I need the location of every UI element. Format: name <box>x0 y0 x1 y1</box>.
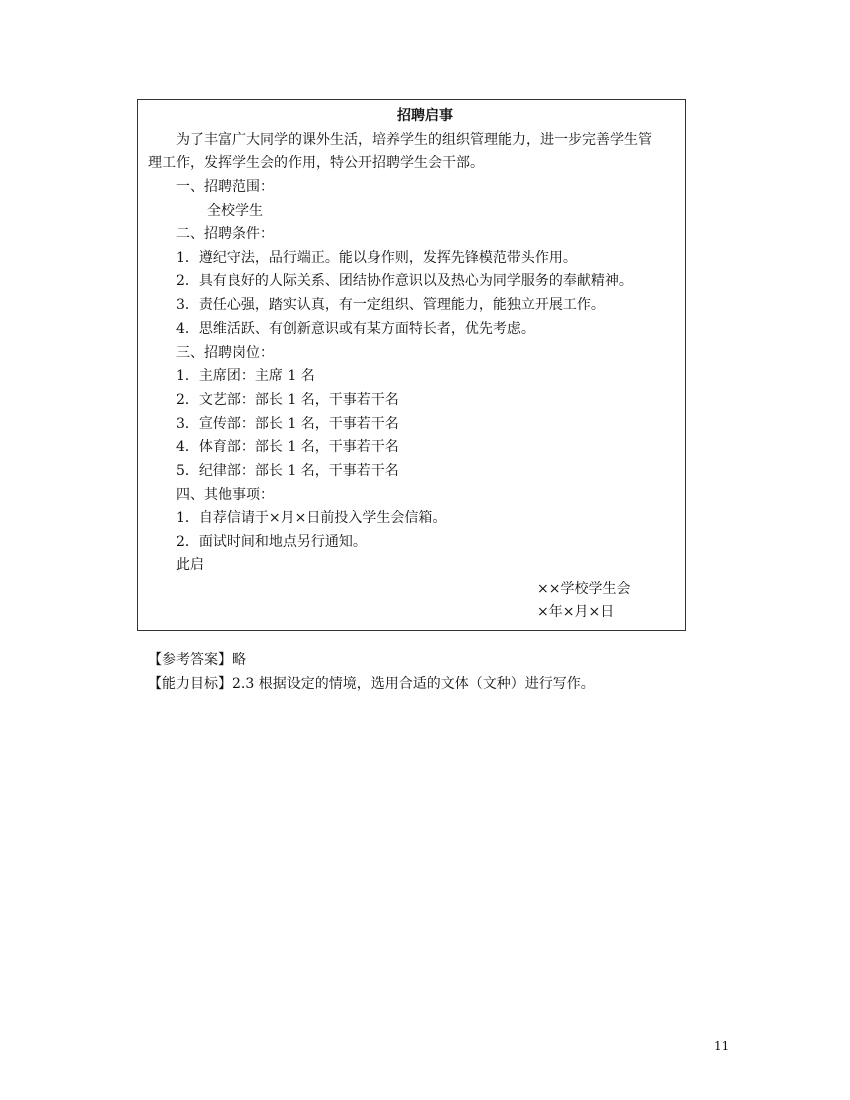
scope-value: 全校学生 <box>207 203 263 219</box>
position-item: 2．文艺部：部长 1 名，干事若干名 <box>176 392 399 408</box>
signature: ××学校学生会 <box>537 581 631 597</box>
position-item: 3．宣传部：部长 1 名，干事若干名 <box>176 416 399 432</box>
reference-answer: 【参考答案】略 <box>148 652 246 668</box>
other-heading: 四、其他事项： <box>176 487 274 503</box>
position-item: 4．体育部：部长 1 名，干事若干名 <box>176 439 399 455</box>
conditions-heading: 二、招聘条件： <box>176 226 274 242</box>
closing-text: 此启 <box>176 557 204 573</box>
other-item: 2．面试时间和地点另行通知。 <box>176 534 367 550</box>
page-number: 11 <box>714 1039 730 1053</box>
scope-heading: 一、招聘范围： <box>176 179 274 195</box>
notice-title: 招聘启事 <box>397 108 453 124</box>
intro-line-2: 理工作，发挥学生会的作用，特公开招聘学生会干部。 <box>148 155 484 171</box>
positions-heading: 三、招聘岗位： <box>176 345 274 361</box>
position-item: 1．主席团：主席 1 名 <box>176 368 315 384</box>
condition-item: 2．具有良好的人际关系、团结协作意识以及热心为同学服务的奉献精神。 <box>176 273 633 289</box>
intro-line-1: 为了丰富广大同学的课外生活，培养学生的组织管理能力，进一步完善学生管 <box>176 132 652 148</box>
other-item: 1．自荐信请于×月×日前投入学生会信箱。 <box>176 510 447 526</box>
position-item: 5．纪律部：部长 1 名，干事若干名 <box>176 463 399 479</box>
condition-item: 3．责任心强，踏实认真，有一定组织、管理能力，能独立开展工作。 <box>176 297 605 313</box>
condition-item: 1．遵纪守法，品行端正。能以身作则，发挥先锋模范带头作用。 <box>176 250 577 266</box>
notice-date: ×年×月×日 <box>537 604 615 620</box>
condition-item: 4．思维活跃、有创新意识或有某方面特长者，优先考虑。 <box>176 321 535 337</box>
ability-goal: 【能力目标】2.3 根据设定的情境，选用合适的文体（文种）进行写作。 <box>148 676 595 692</box>
